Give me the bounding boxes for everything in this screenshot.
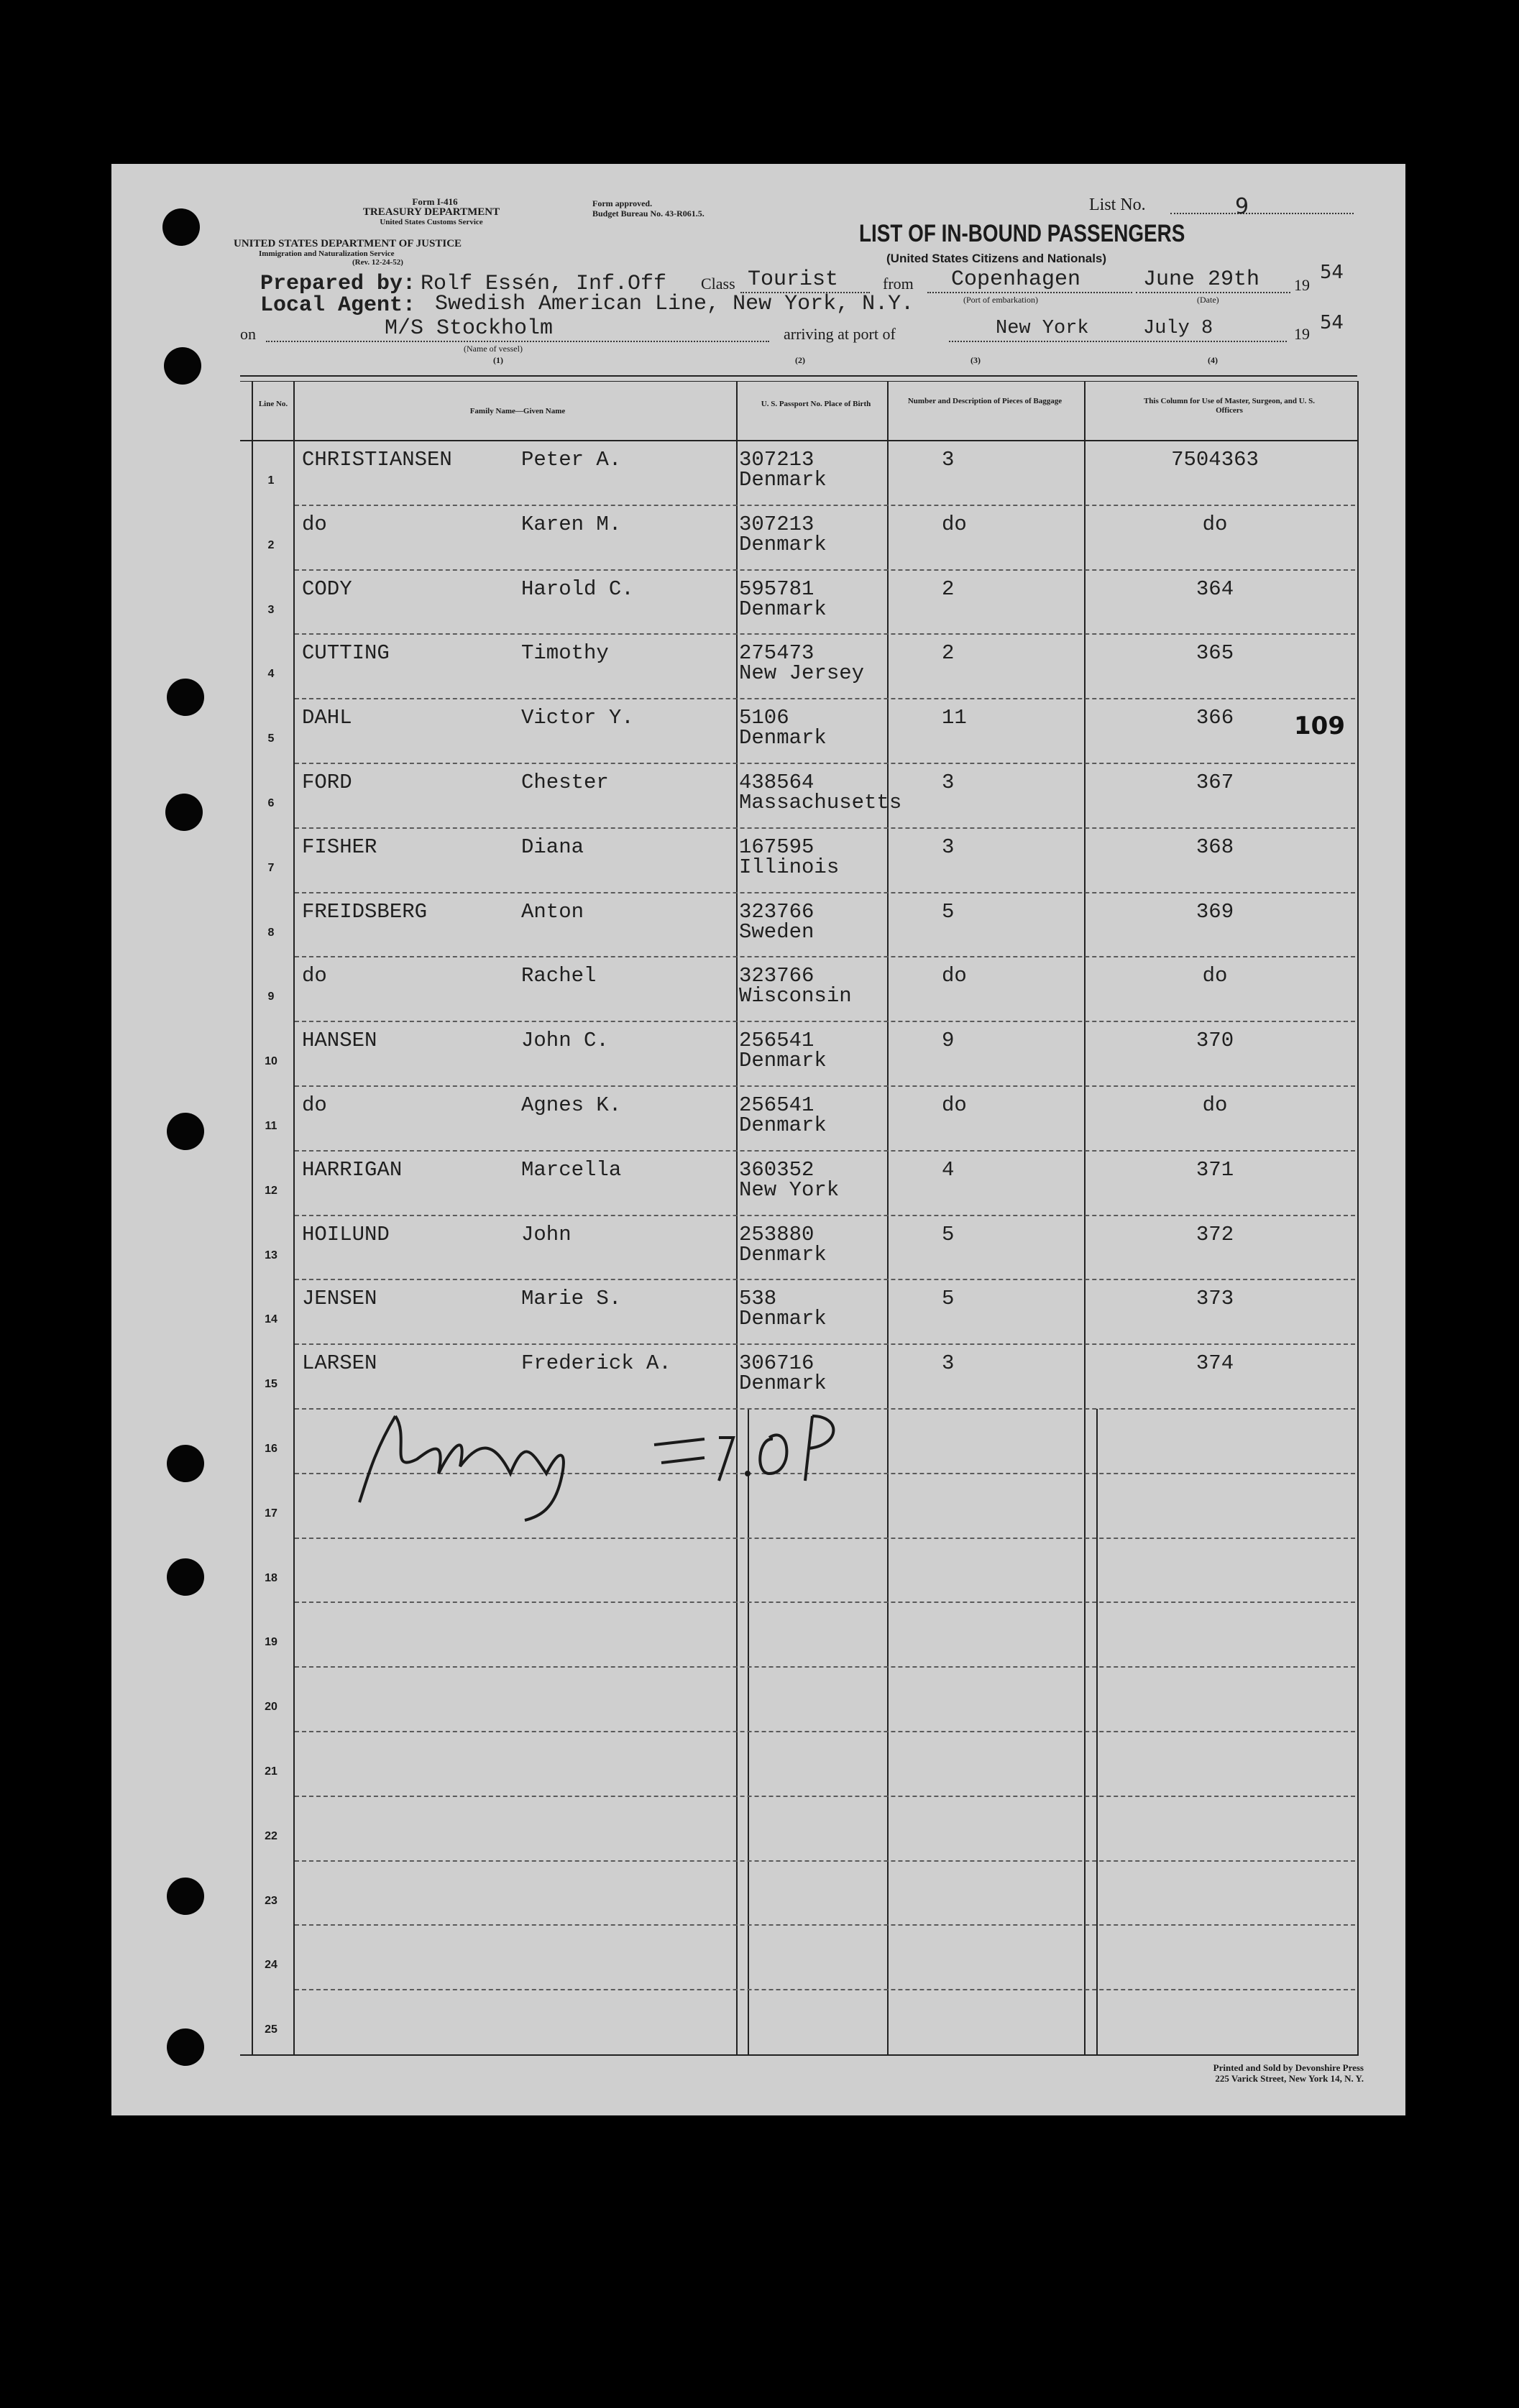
given-name: Anton [521,900,584,924]
family-name: HANSEN [302,1029,377,1052]
col-header-line-no: Line No. [258,400,288,408]
baggage-count: 5 [942,1223,955,1246]
row-divider [295,1021,1355,1022]
given-name: Peter A. [521,448,622,472]
baggage-count: 5 [942,900,955,924]
officer-entry: 365 [1196,641,1234,665]
family-name: CUTTING [302,641,390,665]
place-of-birth: Massachusetts [739,791,902,814]
passport-no: 275473 [739,641,814,665]
year-prefix-2: 19 [1294,325,1310,343]
row-divider [295,956,1355,957]
line-number: 1 [267,474,275,487]
baggage-count: 5 [942,1287,955,1310]
on-label: on [240,325,256,343]
place-of-birth: Denmark [739,1113,827,1137]
passport-no: 360352 [739,1158,814,1182]
margin-mark: 109 [1294,712,1345,740]
line-number: 22 [265,1830,277,1842]
printer-line-1: Printed and Sold by Devonshire Press [1213,2062,1364,2073]
line-number: 10 [265,1055,277,1067]
family-name: do [302,513,327,536]
given-name: Marie S. [521,1287,622,1310]
binder-hole [167,1113,204,1150]
line-number: 21 [265,1765,277,1778]
vessel-caption: (Name of vessel) [464,344,523,354]
place-of-birth: Denmark [739,1371,827,1395]
line-number: 13 [265,1249,277,1262]
class-label: Class [701,275,735,293]
line-number: 3 [267,604,275,616]
ins-label: Immigration and Naturalization Service [259,249,395,258]
line-number: 5 [267,732,275,745]
line-number: 14 [265,1313,277,1325]
passport-no: 538 [739,1287,777,1310]
form-approved: Form approved. [592,198,653,208]
binder-hole [167,1878,204,1915]
handwritten-tally [345,1394,891,1538]
port-embarkation: Copenhagen [951,267,1081,292]
given-name: Rachel [521,964,597,988]
officer-entry: 366 [1196,706,1234,730]
given-name: John [521,1223,572,1246]
year-prefix: 19 [1294,276,1310,294]
officer-entry: do [1202,513,1228,536]
row-divider [295,1343,1355,1345]
officer-entry: 7504363 [1171,448,1259,472]
row-divider [295,1924,1355,1926]
line-number: 20 [265,1701,277,1713]
given-name: Diana [521,835,584,859]
passport-no: 595781 [739,577,814,601]
col-marker-1: (1) [493,355,503,365]
baggage-count: 9 [942,1029,955,1052]
passport-no: 5106 [739,706,789,730]
officer-entry: 372 [1196,1223,1234,1246]
place-of-birth: Denmark [739,533,827,556]
arrival-date: July 8 [1143,318,1213,339]
row-divider [295,1731,1355,1732]
line-number: 12 [265,1185,277,1197]
family-name: HARRIGAN [302,1158,403,1182]
line-number: 6 [267,797,275,809]
rev-label: (Rev. 12-24-52) [352,258,403,267]
place-of-birth: Denmark [739,1243,827,1267]
given-name: Harold C. [521,577,634,601]
row-divider [295,1601,1355,1603]
place-of-birth: Denmark [739,597,827,621]
binder-hole [167,1558,204,1596]
row-divider [295,505,1355,506]
given-name: Frederick A. [521,1351,671,1375]
vessel-name: M/S Stockholm [385,316,554,341]
officer-entry: 367 [1196,771,1234,794]
given-name: Timothy [521,641,609,665]
officer-entry: 364 [1196,577,1234,601]
place-of-birth: Wisconsin [739,984,852,1008]
col-header-name: Family Name—Given Name [469,407,566,415]
row-divider [295,1860,1355,1862]
baggage-count: do [942,513,967,536]
family-name: do [302,964,327,988]
baggage-count: 3 [942,835,955,859]
row-divider [295,569,1355,571]
family-name: CHRISTIANSEN [302,448,452,472]
officer-entry: 374 [1196,1351,1234,1375]
customs-label: United States Customs Service [380,218,483,226]
place-of-birth: Denmark [739,726,827,750]
baggage-count: 3 [942,448,955,472]
officer-entry: 369 [1196,900,1234,924]
binder-hole [167,2028,204,2066]
row-divider [295,1085,1355,1087]
line-number: 8 [267,927,275,939]
binder-hole [164,347,201,385]
line-number: 11 [265,1120,277,1132]
row-divider [295,827,1355,829]
place-of-birth: Sweden [739,920,814,944]
class-value: Tourist [748,267,839,292]
row-divider [295,763,1355,764]
page-title: LIST OF IN-BOUND PASSENGERS [859,220,1185,247]
baggage-count: 3 [942,771,955,794]
year-value-2: 54 [1320,312,1344,334]
col-marker-3: (3) [970,355,981,365]
line-number: 24 [265,1959,277,1971]
passport-no: 323766 [739,964,814,988]
given-name: Marcella [521,1158,622,1182]
passport-no: 256541 [739,1093,814,1117]
binder-hole [165,794,203,831]
row-divider [295,1796,1355,1797]
row-divider [295,892,1355,893]
baggage-count: 3 [942,1351,955,1375]
col-header-baggage: Number and Description of Pieces of Baggage [907,397,1063,405]
officer-entry: do [1202,964,1228,988]
line-number: 7 [267,862,275,874]
departure-date: June 29th [1143,267,1260,292]
officer-entry: do [1202,1093,1228,1117]
officer-entry: 370 [1196,1029,1234,1052]
list-no-value: 9 [1235,194,1249,219]
agent-value: Swedish American Line, New York, N.Y. [435,292,914,316]
row-divider [295,1989,1355,1990]
officer-entry: 371 [1196,1158,1234,1182]
given-name: Chester [521,771,609,794]
row-divider [295,1666,1355,1668]
place-of-birth: New Jersey [739,661,865,685]
place-of-birth: Denmark [739,1049,827,1072]
line-number: 19 [265,1636,277,1648]
family-name: FISHER [302,835,377,859]
officer-entry: 373 [1196,1287,1234,1310]
place-of-birth: Denmark [739,1307,827,1331]
year-value: 54 [1320,262,1344,283]
given-name: Agnes K. [521,1093,622,1117]
treasury-label: TREASURY DEPARTMENT [362,206,500,218]
col-header-officers: This Column for Use of Master, Surgeon, and U. S. Officers [1143,397,1316,415]
baggage-count: do [942,1093,967,1117]
col-marker-4: (4) [1208,355,1218,365]
family-name: JENSEN [302,1287,377,1310]
from-label: from [883,275,914,293]
family-name: HOILUND [302,1223,390,1246]
family-name: DAHL [302,706,352,730]
passport-no: 307213 [739,513,814,536]
binder-hole [162,208,200,246]
place-of-birth: New York [739,1178,840,1202]
passport-no: 256541 [739,1029,814,1052]
baggage-count: 11 [942,706,967,730]
family-name: LARSEN [302,1351,377,1375]
passport-no: 307213 [739,448,814,472]
line-number: 4 [267,668,275,680]
line-number: 17 [265,1507,277,1520]
printer-line-2: 225 Varick Street, New York 14, N. Y. [1215,2073,1364,2084]
arriving-label: arriving at port of [784,325,896,343]
line-number: 18 [265,1572,277,1584]
officer-entry: 368 [1196,835,1234,859]
col-header-passport: U. S. Passport No. Place of Birth [761,400,871,408]
place-of-birth: Illinois [739,855,840,879]
prepared-by: Rolf Essén, Inf.Off [421,272,667,296]
passport-no: 438564 [739,771,814,794]
given-name: John C. [521,1029,609,1052]
binder-hole [167,679,204,716]
port-caption: (Port of embarkation) [963,295,1038,305]
passport-no: 323766 [739,900,814,924]
baggage-count: 4 [942,1158,955,1182]
given-name: Victor Y. [521,706,634,730]
given-name: Karen M. [521,513,622,536]
date-caption: (Date) [1197,295,1219,305]
family-name: do [302,1093,327,1117]
list-no-label: List No. [1089,196,1146,214]
justice-label: UNITED STATES DEPARTMENT OF JUSTICE [234,238,462,249]
line-number: 23 [265,1895,277,1907]
place-of-birth: Denmark [739,468,827,492]
line-number: 15 [265,1378,277,1390]
row-divider [295,1215,1355,1216]
family-name: FREIDSBERG [302,900,428,924]
line-number: 2 [267,539,275,551]
binder-hole [167,1445,204,1482]
arrival-port: New York [996,318,1089,339]
form-number: Form I-416 [412,196,458,207]
row-divider [295,698,1355,699]
passport-no: 167595 [739,835,814,859]
baggage-count: 2 [942,577,955,601]
agent-label: Local Agent: [260,293,416,318]
family-name: FORD [302,771,352,794]
line-number: 25 [265,2023,277,2036]
line-number: 9 [267,991,275,1003]
family-name: CODY [302,577,352,601]
line-number: 16 [265,1443,277,1455]
baggage-count: do [942,964,967,988]
row-divider [295,1279,1355,1280]
baggage-count: 2 [942,641,955,665]
budget-bureau: Budget Bureau No. 43-R061.5. [592,208,705,219]
row-divider [295,633,1355,635]
passport-no: 306716 [739,1351,814,1375]
col-marker-2: (2) [795,355,805,365]
page-subtitle: (United States Citizens and Nationals) [886,252,1107,265]
prepared-label: Prepared by: [260,272,416,296]
passport-no: 253880 [739,1223,814,1246]
row-divider [295,1150,1355,1152]
